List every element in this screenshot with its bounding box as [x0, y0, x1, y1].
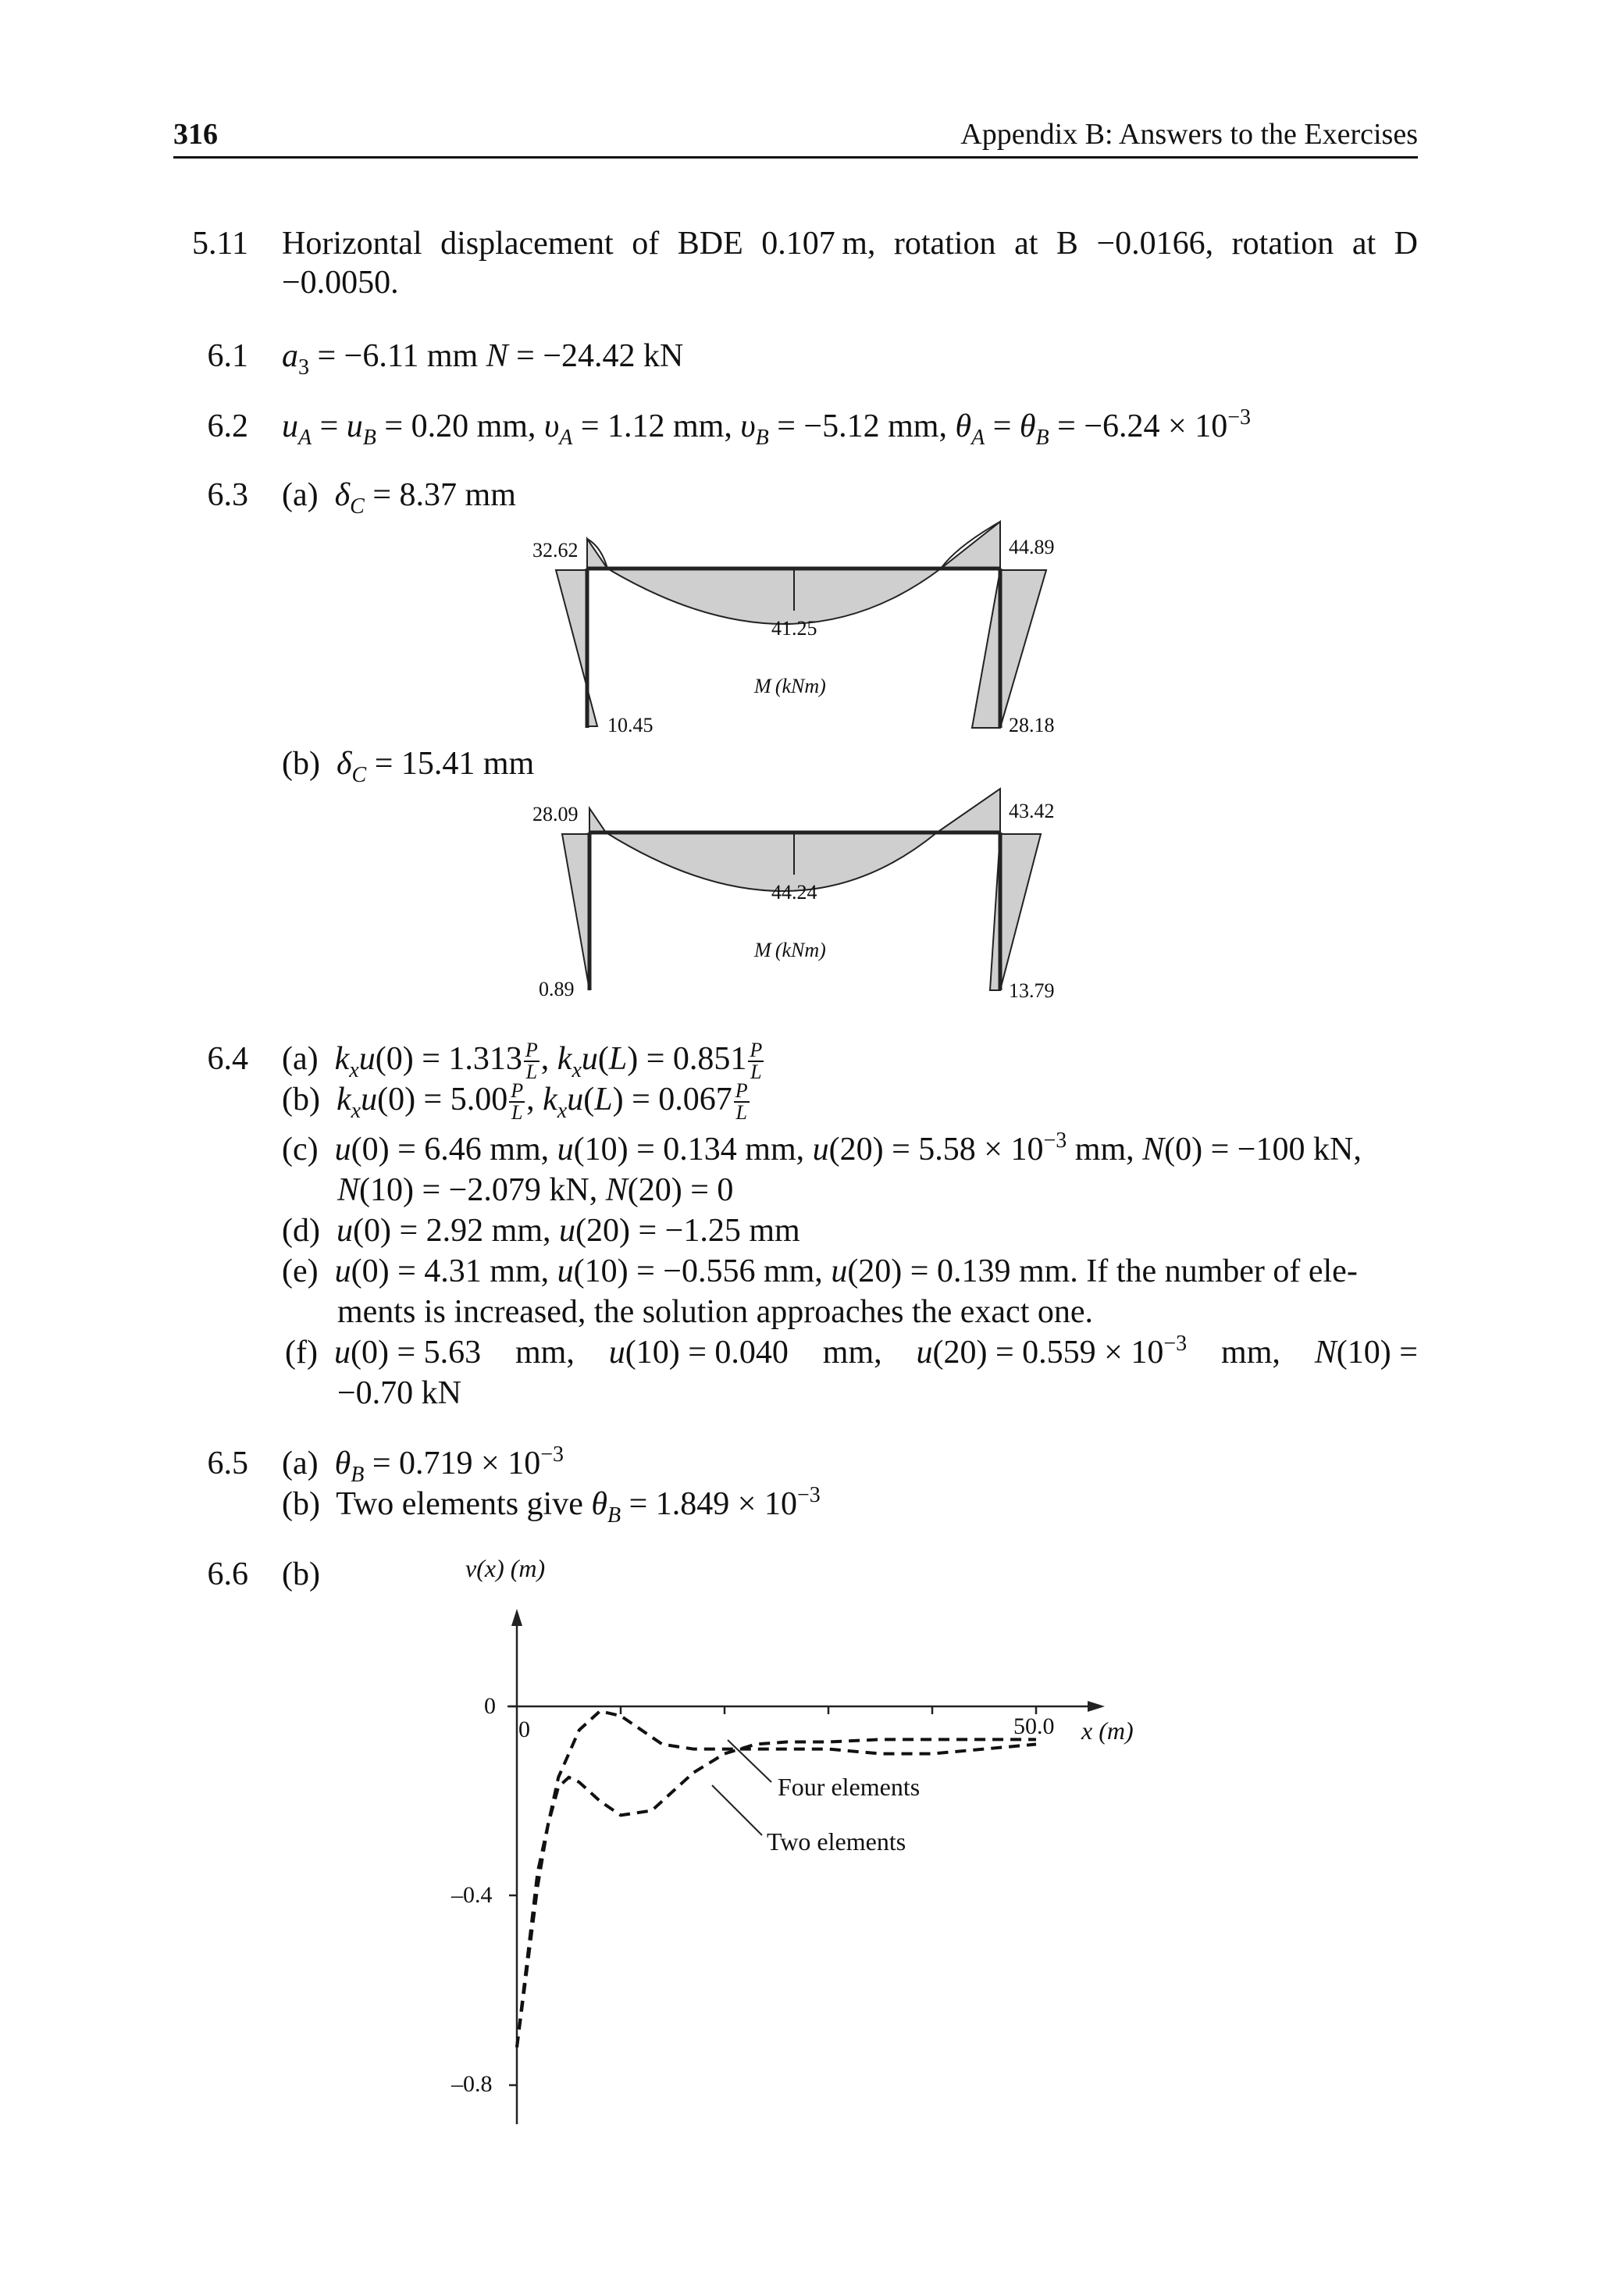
answer-number-6-6: 6.6 — [207, 1556, 248, 1592]
answer-6-3-b: (b) $\delta_C = 15.41$ mm — [282, 746, 535, 787]
answer-6-3-a: (a) $\delta_C = 8.37$ mm — [282, 477, 516, 519]
legend-four-elements: Four elements — [778, 1773, 921, 1801]
x-axis-arrow — [1088, 1701, 1105, 1712]
answer-number-6-1: 6.1 — [207, 338, 248, 374]
diagram-a-label-top-right: 44.89 — [1009, 536, 1055, 558]
x-tick-label-50: 50.0 — [1013, 1713, 1055, 1739]
diagram-b-label-midspan: 44.24 — [771, 881, 817, 904]
diagram-b-caption: M (kNm) — [754, 939, 826, 961]
part-label-a: (a) — [282, 477, 319, 513]
leader-lines — [712, 1740, 771, 1835]
answer-6-4-c-line2: N(10) = −2.079 kN, N(20) = 0 — [337, 1172, 734, 1208]
answer-6-5-a: (a) $\theta_B = 0.719 \times 10^{-3}$ — [282, 1442, 564, 1487]
x-tick-label-0: 0 — [518, 1717, 530, 1742]
legend-two-elements: Two elements — [767, 1827, 906, 1856]
diagram-a-label-bottom-right: 28.18 — [1009, 714, 1055, 736]
chart-series — [517, 1711, 1036, 2047]
answer-number-6-3: 6.3 — [207, 477, 248, 513]
answer-6-1: $a_3 = -6.11$ mm N = −24.42 kN — [282, 338, 684, 380]
answer-5-11-line1: Horizontal displacement of BDE 0.107 m, rotation at B −0.0166, rotation at D — [282, 226, 1418, 262]
answer-6-4-e-line1: (e) u(0) = 4.31 mm, u(10) = −0.556 mm, u(20) = 0.139 mm. If the number of ele- — [282, 1253, 1358, 1289]
chart-axes — [507, 1609, 1105, 2124]
diagram-b-label-bottom-left: 0.89 — [539, 978, 575, 1000]
part-label-b: (b) — [282, 746, 320, 782]
y-tick-label-08: –0.8 — [451, 2071, 493, 2097]
series-line-four-elements — [517, 1711, 1036, 2047]
answer-6-4-f-line2: −0.70 kN — [337, 1375, 462, 1411]
diagram-a-label-bottom-left: 10.45 — [607, 714, 653, 736]
chart-ylabel: v(x) (m) — [465, 1554, 546, 1582]
answer-number-5-11: 5.11 — [192, 226, 248, 262]
running-title: Appendix B: Answers to the Exercises — [960, 118, 1418, 151]
y-axis-arrow — [511, 1609, 522, 1626]
page-number: 316 — [173, 118, 218, 151]
answer-6-5-b: (b) Two elements give $\theta_B = 1.849 \times 10^{-3}$ — [282, 1483, 821, 1528]
diagram-b-label-top-right: 43.42 — [1009, 800, 1055, 822]
answer-6-4-e-line2: ments is increased, the solution approaches the exact one. — [337, 1294, 1094, 1330]
answer-6-6-b-label: (b) — [282, 1556, 320, 1592]
y-tick-label-04: –0.4 — [451, 1882, 493, 1908]
answer-6-2: $u_A = u_B = 0.20$ mm, $\upsilon_A = 1.12$ mm, $\upsilon_B = -5.12$ mm, $\theta_A = \theta_B = -6.24 \times 10^{-3}$ — [282, 405, 1252, 450]
answer-6-4-c-line1: (c) u(0) = 6.46 mm, u(10) = 0.134 mm, $u(20) = 5.58 \times 10^{-3}$ mm, N(0) = −100 kN, — [282, 1128, 1362, 1168]
answer-number-6-4: 6.4 — [207, 1041, 248, 1077]
series-line-two-elements — [517, 1739, 1036, 2047]
answer-6-4-a: (a) $k_xu(0) = 1.313$ $\frac{P}{L}$ , $k_xu(L) = 0.851$ $\frac{P}{L}$ — [282, 1039, 763, 1084]
y-tick-label-0: 0 — [484, 1693, 496, 1719]
answer-number-6-2: 6.2 — [207, 408, 248, 444]
diagram-a-label-top-left: 32.62 — [532, 539, 579, 562]
answer-number-6-5: 6.5 — [207, 1446, 248, 1481]
answer-6-4-b: (b) $k_xu(0) = 5.00$ $\frac{P}{L}$ , $k_xu(L) = 0.067$ $\frac{P}{L}$ — [282, 1079, 748, 1125]
diagram-b-label-bottom-right: 13.79 — [1009, 979, 1055, 1002]
diagram-a-label-midspan: 41.25 — [771, 617, 817, 640]
answer-6-4-d: (d) u(0) = 2.92 mm, u(20) = −1.25 mm — [282, 1213, 800, 1249]
diagram-b-label-top-left: 28.09 — [532, 803, 579, 825]
leader-two-elements — [712, 1785, 762, 1835]
answer-5-11-line2: −0.0050. — [282, 265, 399, 301]
chart-xlabel: x (m) — [1081, 1717, 1134, 1745]
answer-6-4-f-line1: (f) u(0) = 5.63 mm, u(10) = 0.040 mm, $u(20) = 0.559 \times 10^{-3}$ mm, N(10) = — [285, 1332, 1418, 1371]
diagram-a-caption: M (kNm) — [754, 675, 826, 697]
